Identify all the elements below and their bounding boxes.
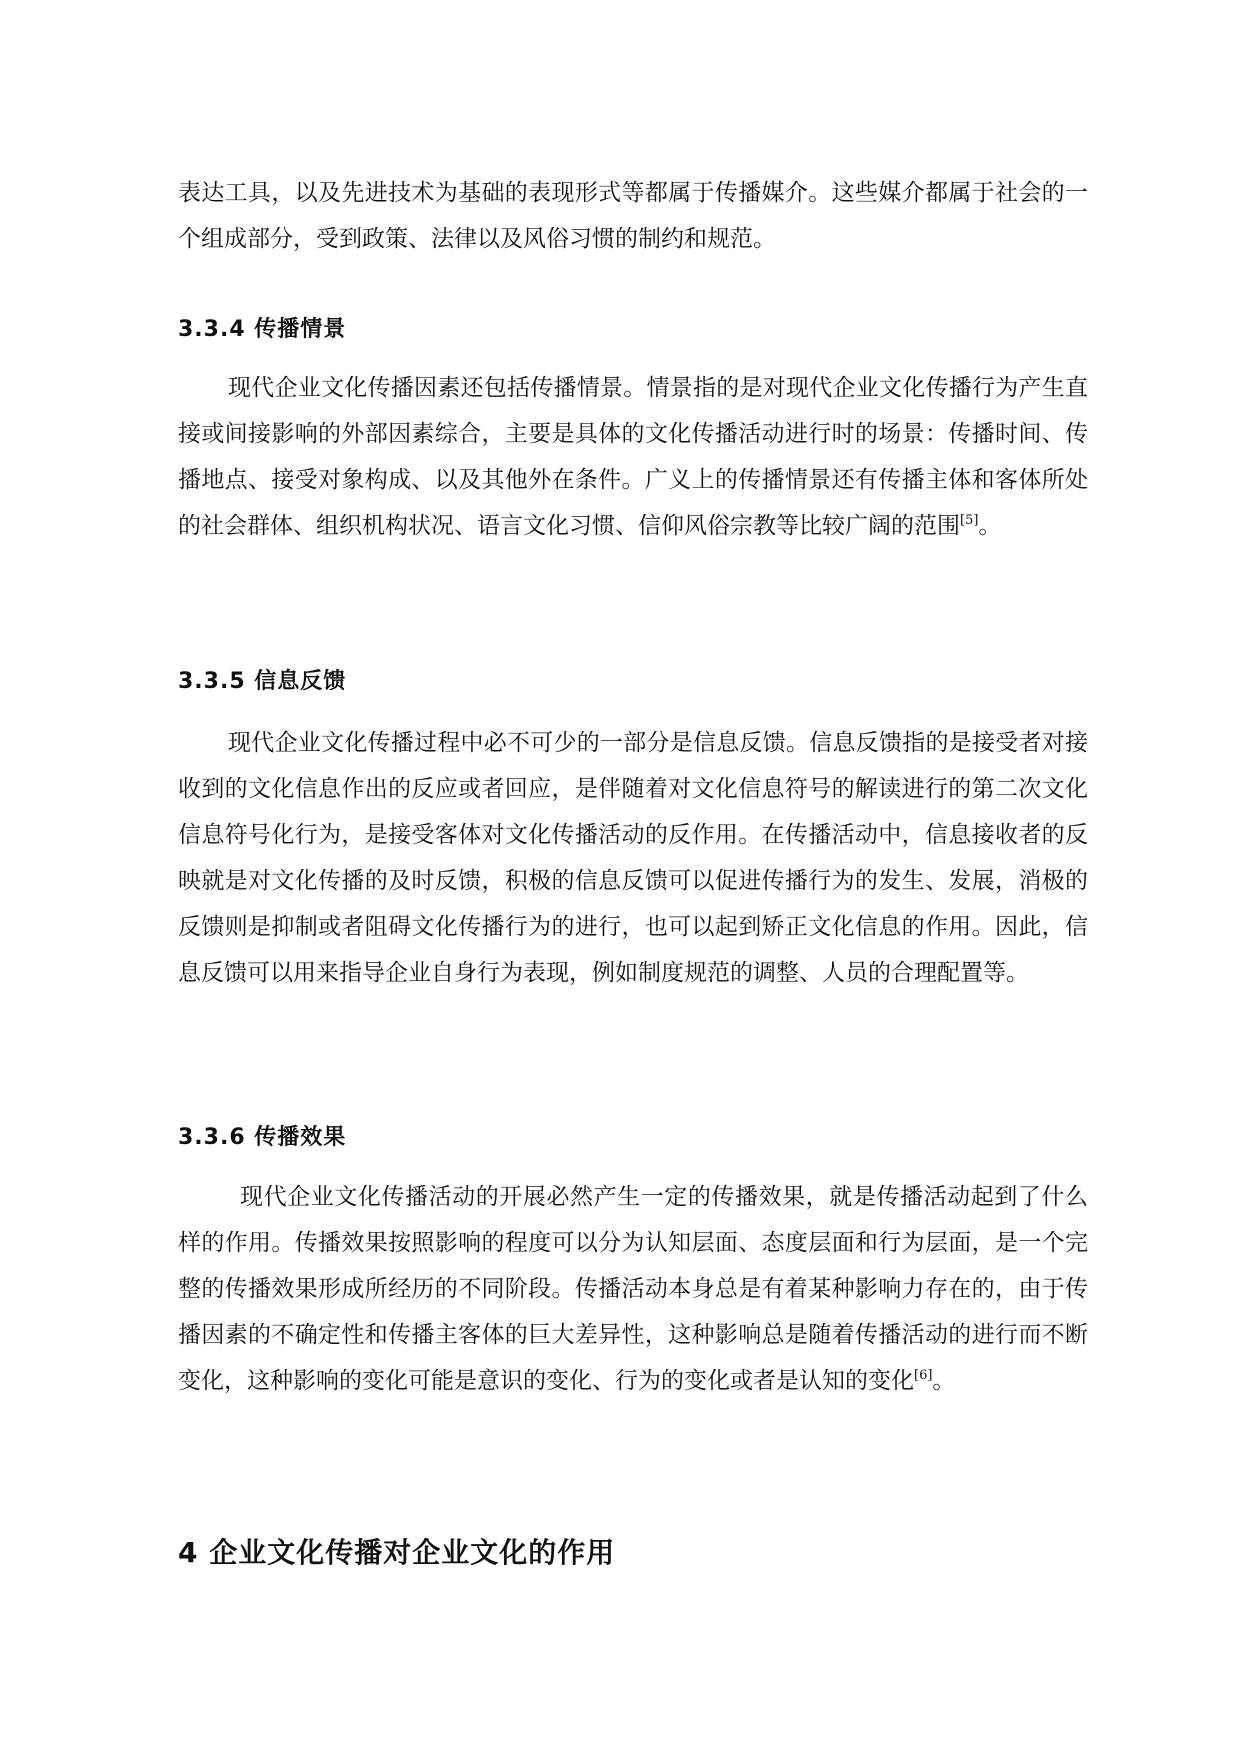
section-heading-3-3-6: 3.3.6 传播效果 [178,1125,347,1150]
paragraph-text: 现代企业文化传播活动的开展必然产生一定的传播效果，就是传播活动起到了什么样的作用。传播效果按照影响的程度可以分为认知层面、态度层面和行为层面，是一个完整的传播效果形成所经历的不同阶段。传播活动本身总是有着某种影响力存在的，由于传播因素的不确定性和传播主客体的巨大差异性，这种影响总是随着传播活动的进行而不断变化，这种影响的变化可能是意识的变化、行为的变化或者是认知的变化 [178,1184,1088,1394]
paragraph-communication-effect [178,1174,1088,1404]
paragraph-text: 现代企业文化传播因素还包括传播情景。情景指的是对现代企业文化传播行为产生直接或间接影响的外部因素综合，主要是具体的文化传播活动进行时的场景：传播时间、传播地点、接受对象构成、以及其他外在条件。广义上的传播情景还有传播主体和客体所处的社会群体、组织机构状况、语言文化习惯、信仰风俗宗教等比较广阔的范围 [178,375,1088,539]
paragraph-text: 现代企业文化传播过程中必不可少的一部分是信息反馈。信息反馈指的是接受者对接收到的文化信息作出的反应或者回应，是伴随着对文化信息符号的解读进行的第二次文化信息符号化行为，是接受客体对文化传播活动的反作用。在传播活动中，信息接收者的反映就是对文化传播的及时反馈，积极的信息反馈可以促进传播行为的发生、发展，消极的反馈则是抑制或者阻碍文化传播行为的进行，也可以起到矫正文化信息的作用。因此，信息反馈可以用来指导企业自身行为表现，例如制度规范的调整、人员的合理配置等。 [178,730,1088,986]
citation-6: [6] [914,1368,933,1383]
citation-5: [5] [960,513,979,528]
paragraph-communication-context [178,365,1088,549]
paragraph-text: 表达工具，以及先进技术为基础的表现形式等都属于传播媒介。这些媒介都属于社会的一个组成部分，受到政策、法律以及风俗习惯的制约和规范。 [178,180,1088,252]
paragraph-information-feedback [178,720,1088,996]
section-heading-3-3-5: 3.3.5 信息反馈 [178,669,347,694]
paragraph-end: 。 [978,513,1002,539]
paragraph-media-continued [178,170,1088,262]
chapter-heading-4: 4 企业文化传播对企业文化的作用 [178,1536,616,1569]
section-heading-3-3-4: 3.3.4 传播情景 [178,317,347,342]
paragraph-end: 。 [932,1368,956,1394]
